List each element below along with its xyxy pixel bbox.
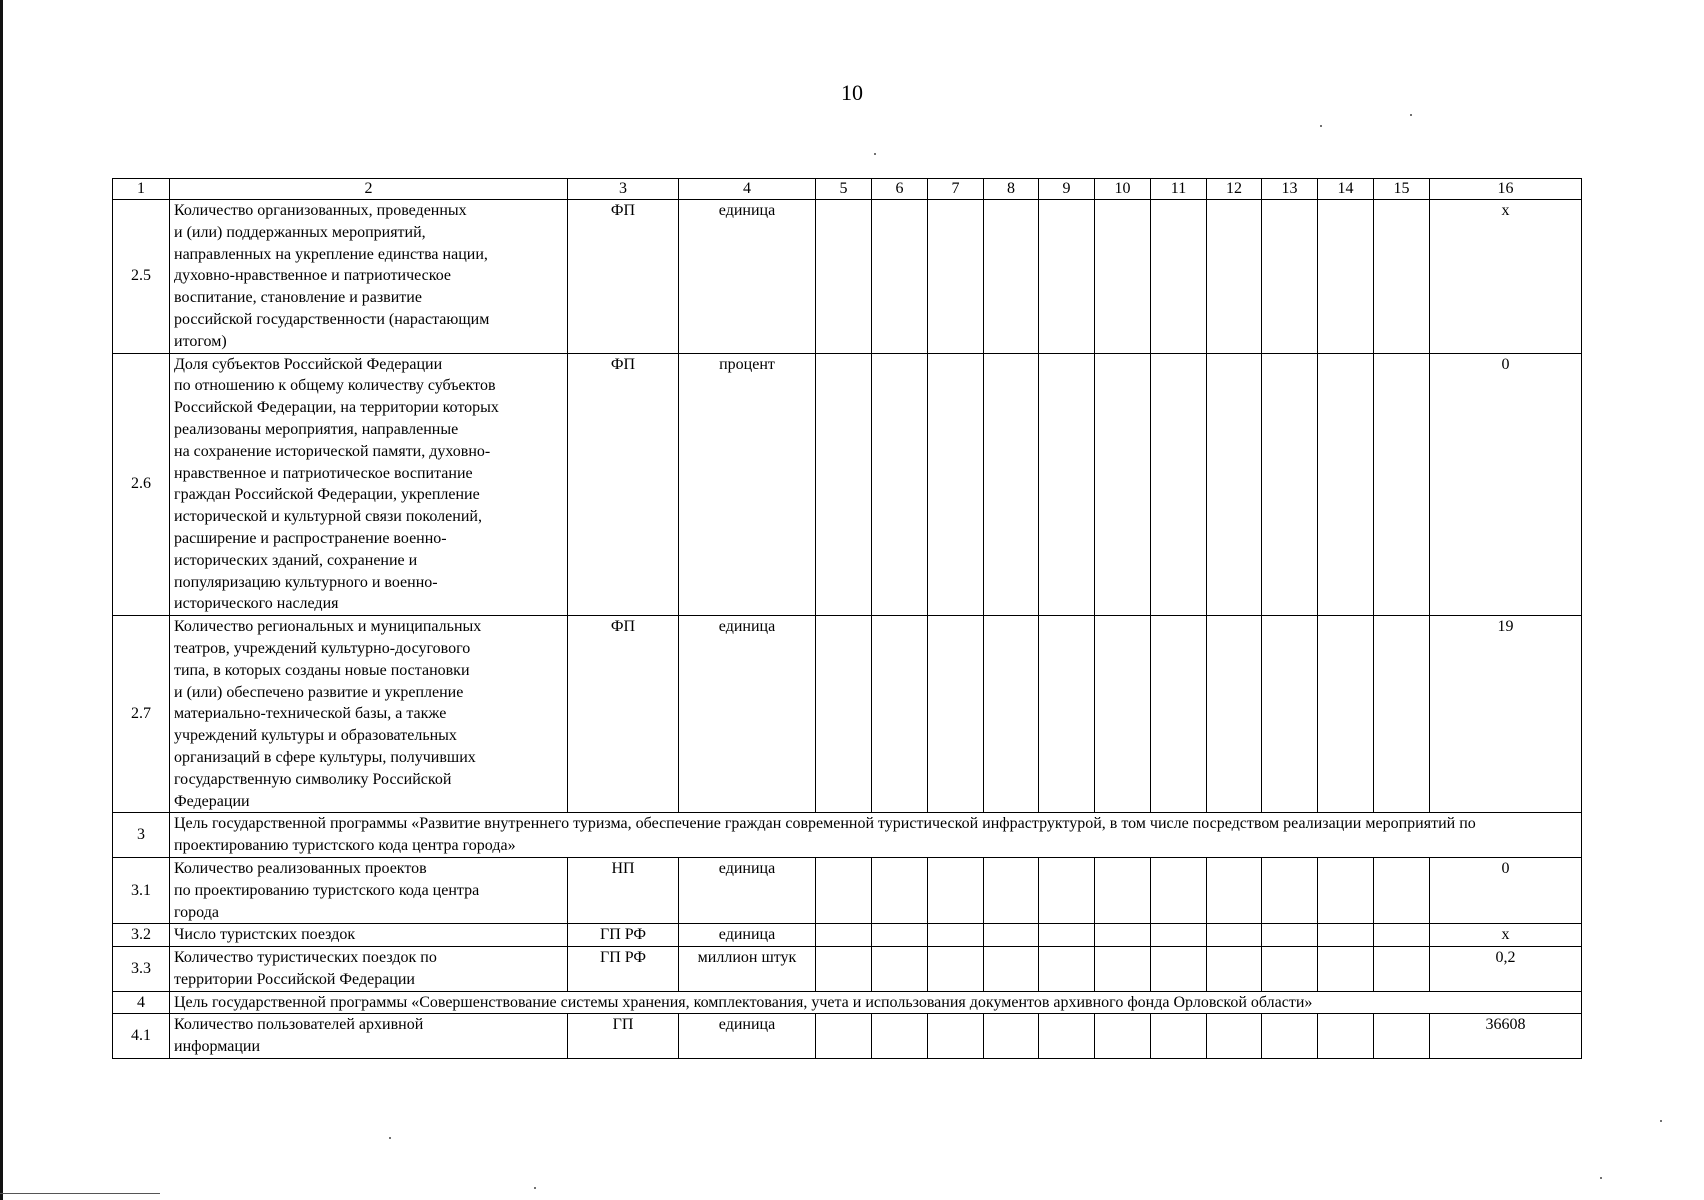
row-number: 2.6 [113, 353, 170, 616]
column-header: 12 [1207, 179, 1262, 200]
empty-cell [1207, 200, 1262, 354]
indicator-name: Доля субъектов Российской Федерации по отношению к общему количеству субъектов Российской Федерации, на территории которых реализованы мероприятия, направленные на сохранение исторической памяти, духовно- нравственное и патриотическое воспитание граждан Российской Федерации, укрепление исторической и культурной связи поколений, расширение и распространение военно- исторических зданий, сохранение и популяризацию культурного и военно- исторического наследия [170, 353, 568, 616]
empty-cell [872, 616, 928, 813]
empty-cell [1039, 200, 1095, 354]
row-number: 3.2 [113, 924, 170, 947]
empty-cell [1262, 616, 1318, 813]
goal-row [113, 813, 1582, 858]
scan-left-edge [0, 0, 3, 1200]
indicators-table [112, 178, 1582, 1059]
goal-number: 4 [113, 991, 170, 1014]
unit-of-measure: процент [679, 353, 816, 616]
column-header: 9 [1039, 179, 1095, 200]
empty-cell [928, 947, 984, 992]
indicator-level: ФП [568, 200, 679, 354]
column-header: 14 [1318, 179, 1374, 200]
empty-cell [1039, 857, 1095, 923]
empty-cell [1039, 924, 1095, 947]
column-header: 5 [816, 179, 872, 200]
column-header: 13 [1262, 179, 1318, 200]
goal-number: 3 [113, 813, 170, 858]
scan-bottom-line [0, 1193, 160, 1194]
empty-cell [928, 616, 984, 813]
empty-cell [1207, 353, 1262, 616]
empty-cell [1374, 1014, 1430, 1059]
indicator-name: Количество организованных, проведенных и (или) поддержанных мероприятий, направленных на укрепление единства нации, духовно-нравственное и патриотическое воспитание, становление и развитие российской государственности (нарастающим итогом) [170, 200, 568, 354]
indicator-name: Количество реализованных проектов по проектированию туристского кода центра города [170, 857, 568, 923]
scan-speck [389, 1137, 391, 1139]
empty-cell [816, 616, 872, 813]
goal-text: Цель государственной программы «Совершенствование системы хранения, комплектования, учета и использования документов архивного фонда Орловской области» [170, 991, 1582, 1014]
empty-cell [1374, 947, 1430, 992]
table-row [113, 1014, 1582, 1059]
empty-cell [816, 200, 872, 354]
empty-cell [1318, 947, 1374, 992]
column-header: 1 [113, 179, 170, 200]
column-header: 3 [568, 179, 679, 200]
column-header: 2 [170, 179, 568, 200]
scan-speck [1320, 125, 1322, 127]
empty-cell [1095, 1014, 1151, 1059]
indicator-value: 0,2 [1430, 947, 1582, 992]
table-row [113, 924, 1582, 947]
empty-cell [1374, 924, 1430, 947]
unit-of-measure: миллион штук [679, 947, 816, 992]
column-header: 6 [872, 179, 928, 200]
row-number: 2.5 [113, 200, 170, 354]
row-number: 2.7 [113, 616, 170, 813]
empty-cell [1262, 200, 1318, 354]
empty-cell [1095, 200, 1151, 354]
empty-cell [1374, 353, 1430, 616]
indicator-level: ГП РФ [568, 947, 679, 992]
table-row [113, 353, 1582, 616]
unit-of-measure: единица [679, 1014, 816, 1059]
goal-text: Цель государственной программы «Развитие внутреннего туризма, обеспечение граждан современной туристической инфраструктурой, в том числе посредством реализации мероприятий по проектированию туристского кода центра города» [170, 813, 1582, 858]
empty-cell [872, 947, 928, 992]
empty-cell [1151, 1014, 1207, 1059]
empty-cell [1207, 924, 1262, 947]
empty-cell [1095, 353, 1151, 616]
column-header: 10 [1095, 179, 1151, 200]
goal-row [113, 991, 1582, 1014]
empty-cell [1095, 947, 1151, 992]
empty-cell [1151, 616, 1207, 813]
empty-cell [984, 200, 1039, 354]
empty-cell [1262, 924, 1318, 947]
column-header: 8 [984, 179, 1039, 200]
empty-cell [1262, 947, 1318, 992]
empty-cell [872, 1014, 928, 1059]
empty-cell [872, 200, 928, 354]
empty-cell [1318, 1014, 1374, 1059]
empty-cell [1151, 200, 1207, 354]
empty-cell [984, 924, 1039, 947]
empty-cell [872, 353, 928, 616]
empty-cell [984, 947, 1039, 992]
empty-cell [816, 353, 872, 616]
empty-cell [816, 947, 872, 992]
scan-speck [1600, 1177, 1602, 1179]
column-header: 7 [928, 179, 984, 200]
empty-cell [1262, 353, 1318, 616]
column-header: 15 [1374, 179, 1430, 200]
empty-cell [984, 1014, 1039, 1059]
table-row [113, 616, 1582, 813]
empty-cell [1207, 857, 1262, 923]
unit-of-measure: единица [679, 924, 816, 947]
empty-cell [1151, 947, 1207, 992]
empty-cell [1095, 924, 1151, 947]
empty-cell [1151, 353, 1207, 616]
empty-cell [1262, 857, 1318, 923]
empty-cell [1318, 353, 1374, 616]
unit-of-measure: единица [679, 616, 816, 813]
column-header: 4 [679, 179, 816, 200]
table-row [113, 200, 1582, 354]
unit-of-measure: единица [679, 857, 816, 923]
empty-cell [1151, 924, 1207, 947]
empty-cell [1374, 857, 1430, 923]
table-row [113, 947, 1582, 992]
empty-cell [984, 353, 1039, 616]
indicator-value: 19 [1430, 616, 1582, 813]
column-header: 11 [1151, 179, 1207, 200]
indicator-level: ГП [568, 1014, 679, 1059]
empty-cell [1318, 200, 1374, 354]
empty-cell [1374, 200, 1430, 354]
scan-speck [874, 153, 876, 155]
row-number: 3.1 [113, 857, 170, 923]
column-header: 16 [1430, 179, 1582, 200]
scan-speck [1410, 114, 1412, 116]
empty-cell [1039, 353, 1095, 616]
empty-cell [1151, 857, 1207, 923]
empty-cell [1318, 857, 1374, 923]
indicator-value: 36608 [1430, 1014, 1582, 1059]
row-number: 4.1 [113, 1014, 170, 1059]
row-number: 3.3 [113, 947, 170, 992]
empty-cell [1095, 616, 1151, 813]
indicator-level: НП [568, 857, 679, 923]
empty-cell [1207, 616, 1262, 813]
empty-cell [928, 200, 984, 354]
header-row [113, 179, 1582, 200]
empty-cell [984, 857, 1039, 923]
empty-cell [1318, 616, 1374, 813]
empty-cell [928, 924, 984, 947]
indicator-value: 0 [1430, 857, 1582, 923]
empty-cell [1039, 1014, 1095, 1059]
indicator-level: ГП РФ [568, 924, 679, 947]
indicator-value: x [1430, 200, 1582, 354]
empty-cell [1207, 1014, 1262, 1059]
empty-cell [1039, 947, 1095, 992]
empty-cell [1039, 616, 1095, 813]
indicator-level: ФП [568, 616, 679, 813]
scan-speck [1660, 1120, 1662, 1122]
empty-cell [928, 857, 984, 923]
empty-cell [1262, 1014, 1318, 1059]
scan-speck [534, 1187, 536, 1189]
empty-cell [816, 857, 872, 923]
indicator-value: 0 [1430, 353, 1582, 616]
page-number: 10 [841, 80, 863, 105]
empty-cell [872, 924, 928, 947]
empty-cell [928, 353, 984, 616]
empty-cell [1374, 616, 1430, 813]
indicator-name: Количество региональных и муниципальных театров, учреждений культурно-досугового типа, в которых созданы новые постановки и (или) обеспечено развитие и укрепление материально-технической базы, а также учреждений культуры и образовательных организаций в сфере культуры, получивших государственную символику Российской Федерации [170, 616, 568, 813]
empty-cell [928, 1014, 984, 1059]
table-row [113, 857, 1582, 923]
empty-cell [1318, 924, 1374, 947]
indicator-name: Количество пользователей архивной информации [170, 1014, 568, 1059]
indicator-name: Число туристских поездок [170, 924, 568, 947]
empty-cell [1095, 857, 1151, 923]
empty-cell [1207, 947, 1262, 992]
empty-cell [816, 1014, 872, 1059]
indicator-name: Количество туристических поездок по территории Российской Федерации [170, 947, 568, 992]
indicator-level: ФП [568, 353, 679, 616]
empty-cell [984, 616, 1039, 813]
indicator-value: x [1430, 924, 1582, 947]
empty-cell [816, 924, 872, 947]
empty-cell [872, 857, 928, 923]
unit-of-measure: единица [679, 200, 816, 354]
